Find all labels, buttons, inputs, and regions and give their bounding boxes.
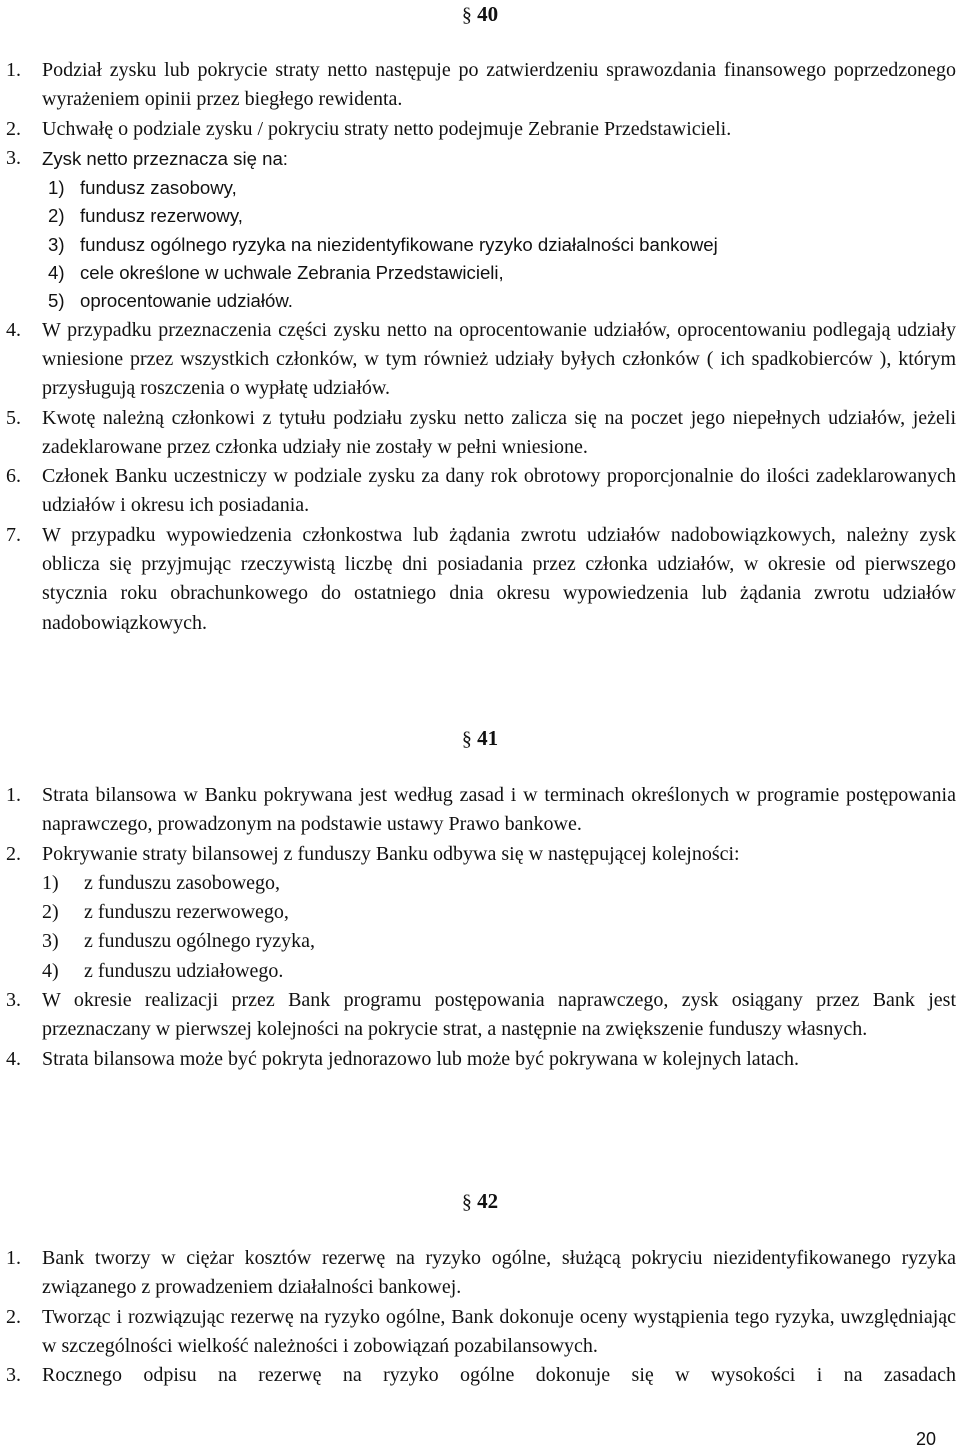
list-item-number: 1) (48, 177, 65, 199)
section-heading-40 (0, 0, 960, 29)
paragraph-text: Tworząc i rozwiązując rezerwę na ryzyko ogólne, Bank dokonuje oceny wystąpienia tego ryzyka, uwzględniając w szczególności wielkość należności i zobowiązań pozabilansowych. (42, 1305, 956, 1357)
section-number: 41 (477, 726, 499, 750)
section-number: 42 (477, 1189, 499, 1213)
section-heading-42 (0, 1187, 960, 1216)
paragraph-text: W przypadku przeznaczenia części zysku netto na oprocentowanie udziałów, oprocentowaniu podlegają udziały wniesione przez wszystkich członków, w tym również udziały byłych członków ( ich spadkobierców ), którym przysługują roszczenia o wypłatę udziałów. (42, 318, 956, 400)
paragraph-number: 3. (6, 989, 21, 1012)
paragraph (0, 986, 956, 1045)
paragraph-number: 7. (6, 523, 21, 546)
list-item-text: oprocentowanie udziałów. (80, 290, 293, 312)
paragraph-number: 2. (6, 842, 21, 865)
list-item-number: 2) (42, 901, 59, 924)
list-item-text: z funduszu zasobowego, (84, 871, 281, 894)
list-item (0, 202, 956, 230)
section-heading-41 (0, 724, 960, 753)
list-item-number: 2) (48, 205, 65, 227)
list-item (0, 927, 956, 956)
list-item (0, 898, 956, 927)
paragraph (0, 56, 956, 115)
paragraph-number: 4. (6, 318, 21, 341)
section-sign: § (461, 1191, 472, 1213)
paragraph (0, 462, 956, 521)
list-item-number: 3) (42, 930, 59, 953)
paragraph-text: Kwotę należną członkowi z tytułu podziału zysku netto zalicza się na poczet jego niepełnych udziałów, jeżeli zadeklarowane przez członka udziały nie zostały w pełni wniesione. (42, 406, 956, 458)
paragraph-number: 1. (6, 784, 21, 806)
paragraph-number: 4. (6, 1047, 21, 1070)
paragraph (0, 144, 956, 174)
paragraph (0, 115, 956, 144)
section-number: 40 (477, 2, 499, 26)
paragraph-number: 6. (6, 465, 21, 488)
paragraph-number: 1. (6, 59, 21, 81)
section-sign: § (461, 728, 472, 750)
section-42-body (0, 1244, 956, 1390)
list-item (0, 287, 956, 315)
list-item (0, 957, 956, 986)
paragraph-text: Uchwałę o podziale zysku / pokryciu straty netto podejmuje Zebranie Przedstawicieli. (42, 117, 732, 140)
list-item-text: fundusz rezerwowy, (80, 205, 243, 227)
paragraph-text: Rocznego odpisu na rezerwę na ryzyko ogólne dokonuje się w wysokości i na zasadach (42, 1364, 956, 1387)
section-sign: § (461, 4, 472, 26)
paragraph (0, 1244, 956, 1303)
paragraph-text: Podział zysku lub pokrycie straty netto następuje po zatwierdzeniu sprawozdania finansowego poprzedzonego wyrażeniem opinii przez biegłego rewidenta. (42, 59, 956, 111)
section-41-body (0, 781, 956, 1074)
paragraph-text: Strata bilansowa może być pokryta jednorazowo lub może być pokrywana w kolejnych latach. (42, 1047, 799, 1070)
list-item-number: 1) (42, 871, 59, 894)
paragraph (0, 781, 956, 840)
paragraph-number: 2. (6, 1305, 21, 1328)
list-item-text: fundusz ogólnego ryzyka na niezidentyfikowane ryzyko działalności bankowej (80, 233, 718, 255)
list-item-number: 4) (48, 262, 65, 284)
paragraph-text: Bank tworzy w ciężar kosztów rezerwę na ryzyko ogólne, służącą pokryciu niezidentyfikowanego ryzyka związanego z prowadzeniem działalności bankowej. (42, 1247, 956, 1299)
paragraph-number: 2. (6, 117, 21, 140)
paragraph-text: Strata bilansowa w Banku pokrywana jest według zasad i w terminach określonych w programie postępowania naprawczego, prowadzonym na podstawie ustawy Prawo bankowe. (42, 784, 956, 836)
list-item-text: z funduszu udziałowego. (84, 959, 284, 982)
list-item-text: cele określone w uchwale Zebrania Przedstawicieli, (80, 262, 504, 284)
list-item-text: z funduszu ogólnego ryzyka, (84, 930, 316, 953)
paragraph (0, 1045, 956, 1074)
paragraph-text: W przypadku wypowiedzenia członkostwa lub żądania zwrotu udziałów nadobowiązkowych, należny zysk oblicza się przyjmując rzeczywistą liczbę dni posiadania przez członka udziałów, w okresie od pierwszego stycznia roku obrachunkowego do ostatniego dnia okresu wypowiedzenia lub żądania zwrotu udziałów nadobowiązkowych. (42, 523, 956, 634)
list-item-number: 5) (48, 290, 65, 312)
paragraph (0, 404, 956, 463)
page-number: 20 (915, 1429, 936, 1449)
paragraph (0, 1303, 956, 1362)
paragraph-text: Zysk netto przeznacza się na: (42, 147, 288, 169)
paragraph (0, 521, 956, 638)
paragraph (0, 1361, 956, 1390)
paragraph-number: 3. (6, 1364, 21, 1387)
list-item (0, 231, 956, 259)
section-40-body (0, 56, 956, 638)
paragraph-text: Pokrywanie straty bilansowej z funduszy Banku odbywa się w następującej kolejności: (42, 842, 740, 865)
list-item (0, 259, 956, 287)
paragraph-text: W okresie realizacji przez Bank programu postępowania naprawczego, zysk osiągany przez Bank jest przeznaczany w pierwszej kolejności na pokrycie strat, a następnie na zwiększenie funduszy własnych. (42, 989, 956, 1041)
list-item-text: fundusz zasobowy, (80, 177, 237, 199)
paragraph-number: 5. (6, 406, 21, 429)
paragraph-number: 1. (6, 1247, 21, 1269)
list-item-number: 4) (42, 959, 59, 982)
list-item (0, 869, 956, 898)
paragraph (0, 840, 956, 869)
paragraph-text: Członek Banku uczestniczy w podziale zysku za dany rok obrotowy proporcjonalnie do ilości zadeklarowanych udziałów i okresu ich posiadania. (42, 465, 956, 517)
list-item (0, 174, 956, 202)
paragraph-number: 3. (6, 146, 21, 169)
list-item-number: 3) (48, 233, 65, 255)
list-item-text: z funduszu rezerwowego, (84, 901, 289, 924)
paragraph (0, 316, 956, 404)
